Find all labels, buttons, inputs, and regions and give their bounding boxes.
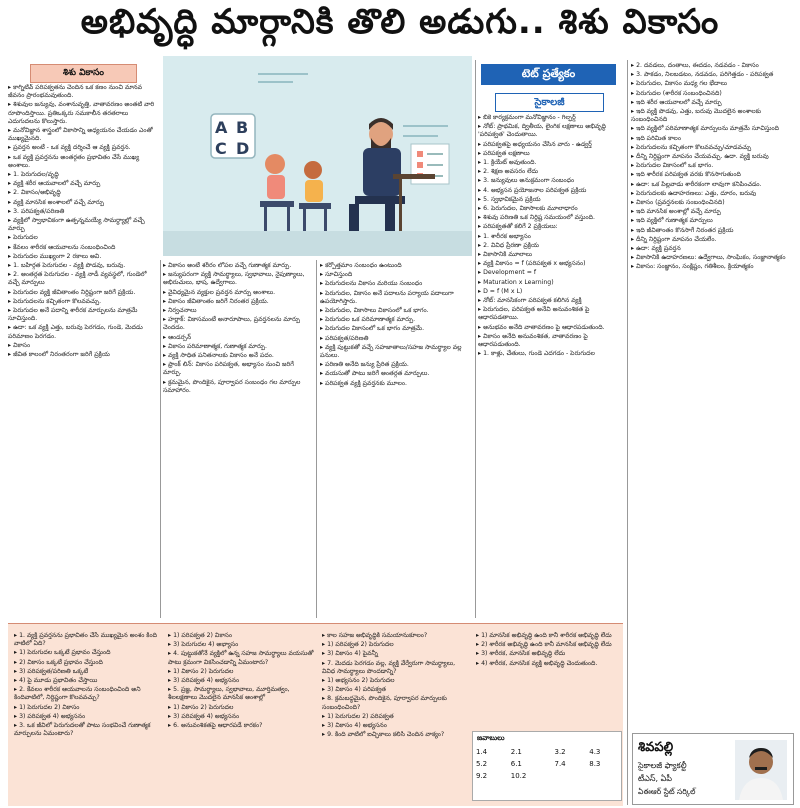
paragraph: ▸ 2. శిక్షణ అవసరం లేదు [478, 168, 539, 176]
paragraph: ▸ 2. వికాసం/అభివృద్ధి [8, 189, 61, 197]
headline: అభివృద్ధి మార్గానికి తొలి అడుగు.. శిశు వికాసం [80, 2, 720, 42]
paragraph: ▸ ఇది వ్యక్తిలో పరిమాణాత్మక మార్పులను మాత్రమే సూచిస్తుంది [631, 125, 779, 133]
paragraph: ▸ పరిపక్వత/పరిణతి [320, 334, 369, 342]
paragraph: ▸ వికాసం జీవితాంతం జరిగే నిరంతర ప్రక్రియ. [163, 297, 269, 305]
paragraph: ▸ నోట్: ప్రాథమిక, ద్వితీయ, లైంగిక లక్షణాలు అభివృద్ధి 'పరిపక్వత' చెందుతాయి. [478, 123, 606, 139]
paragraph: ▸ 4. పుట్టుకతోనే వ్యక్తిలో ఉన్న సహజ సామర్థ్యాలు వయసుతో పాటు క్రమంగా వికసించడాన్ని ఏమంటారు? [168, 650, 314, 666]
answer-key-table [473, 746, 621, 782]
author-line-2: టీఎస్, ఏపీ [638, 774, 672, 783]
paragraph: ▸ 1) పెరుగుదల 2) పరిపక్వత [322, 712, 394, 720]
paragraph: ▸ 2) వికాసం ఒక్కటే ప్రభావం చేస్తుంది [14, 658, 103, 666]
paragraph: ▸ 3) పరిపక్వత 4) అభ్యసనం [168, 677, 240, 685]
paragraph: ▸ 3) వికాసం 4) పరిపక్వత [322, 686, 386, 694]
psychology-label: సైకాలజీ [495, 93, 604, 112]
answer-cell: 10.2 [510, 772, 527, 780]
classroom-illustration [163, 56, 472, 256]
article-column-4 [478, 114, 623, 617]
paragraph: ▸ పరిపక్వత వ్యక్తి ప్రవర్తనకు మూలం. [320, 379, 407, 387]
paragraph: ▸ ఇది వ్యక్తిలో గుణాత్మక మార్పులు [631, 217, 713, 225]
paragraph: ▸ వికాసం పరిమాణాత్మక, గుణాత్మక మార్పు. [163, 342, 267, 350]
article-column-1 [8, 84, 158, 616]
paragraph: ▸ ఇది జీవితాంతం కొనసాగే నిరంతర ప్రక్రియ [631, 226, 734, 234]
paragraph: ▸ 4) శారీరక, మానసిక వ్యక్తి అభివృద్ధి చెందుతుంది. [476, 659, 598, 667]
answer-row [473, 770, 621, 782]
paragraph: ▸ 6. అనువంశికతపై ఆధారపడే కారకం? [168, 722, 263, 730]
letter-block: A [215, 118, 228, 137]
paragraph: ▸ 3) పరిపక్వత 4) అభ్యసనం [14, 712, 86, 720]
answer-key-title: జవాబులు [477, 734, 505, 742]
paragraph: ▸ 2. దవడలు, దంతాలు, ఈదడం, నడవడం - వికాసం [631, 62, 759, 69]
paragraph: ▸ పరిణతి అనేది జన్యు ప్రేరిత ప్రక్రియ. [320, 361, 409, 369]
paragraph: ▸ 4. అభ్యసన ప్రయోజనాల పరిపక్వత ప్రక్రియ [478, 186, 587, 194]
paragraph: ▸ 9. కింది వాటిలో ఐచ్ఛికాలు కలిసి చెందిన వాక్యం? [322, 731, 445, 739]
paragraph: ▸ పెరుగుదల వ్యక్తి జీవితాంతం నిర్దిష్టంగా జరిగే ప్రక్రియ. [8, 288, 136, 296]
paragraph: ▸ 2. కేవలం శారీరక ఆయవాలను సంబంధించింది అని కిందివాటిలో, నిర్దిష్టంగా కొలవవచ్చు? [14, 686, 141, 702]
paragraph: ▸ 3. ఒక జీవిలో పెరుగుదలతో పాటు సంభవించే గుణాత్మక మార్పులను ఏమంటారు? [14, 722, 151, 738]
paragraph: ▸ 1) అభ్యసనం 2) పెరుగుదల [322, 677, 395, 685]
paragraph: ▸ 2. వివిధ ప్రేరణా ప్రక్రియ [478, 241, 539, 249]
letter-block: B [236, 118, 249, 137]
paragraph: ▸ మనోవిజ్ఞాన శాస్త్రంలో వికాసాన్ని అధ్యయనం చేయడం ఎంతో ముఖ్యమైనది. [8, 127, 153, 143]
paragraph: ▸ ఇది మానసిక అంశాల్లో వచ్చే మార్పు [631, 208, 721, 216]
answer-cell [586, 770, 621, 782]
paragraph: ▸ వికాసం [8, 341, 31, 349]
column-divider [160, 260, 161, 618]
paragraph: ▸ 1. వ్యక్తి ప్రవర్తనను ప్రభావితం చేసే ముఖ్యమైన అంశం కింది వాటిలో ఏది? [14, 632, 158, 648]
paragraph: ▸ వ్యక్తిలో స్వాభావికంగా ఉత్పన్నమయ్యే సామర్థ్యాల్లో వచ్చే మార్పు [8, 217, 145, 233]
quiz-column-3 [322, 632, 470, 802]
paragraph: ▸ 1) పరిపక్వత 2) వికాసం [168, 632, 232, 639]
paragraph: ▸ పెరుగుదల (శారీరక సంబంధించినది) [631, 89, 722, 97]
paragraph: ▸ అనుభవం అనేది వాతావరణం పై ఆధారపడుతుంది. [478, 323, 605, 331]
paragraph: ▸ కాల సహజ అభివృద్ధికి సమయానుకూలం? [322, 632, 428, 639]
paragraph: ▸ ఉదా: ఒక పిల్లవాడు శారీరకంగా లావుగా కనిపించడం. [631, 180, 762, 188]
author-name: శివపల్లి [638, 740, 674, 755]
paragraph: ▸ పెరుగుదలను కచ్చితంగా కొలవవచ్చు/చూడవచ్చు [631, 143, 752, 151]
article-column-3 [320, 262, 472, 617]
author-line-3: ఏఈఆర్ స్టేట్ సర్కిల్ [638, 787, 696, 796]
paragraph: ▸ 6. పెరుగుదల, వికాసాలకు మూలాధారం [478, 205, 578, 213]
paragraph: ▸ వయసుతో పాటు జరిగే అంతర్గత మార్పులు. [320, 370, 430, 378]
paragraph: ▸ వికాసానికి ఉదాహరణలు: ఉద్వేగాలు, సాంఘికం, సంజ్ఞానాత్మకం [631, 254, 786, 262]
paragraph: ▸ 5. ప్రజ్ఞ, సామర్థ్యాలు, స్వభావాలు, మూర్తిమత్వం, శీలలక్షణాలు మొదలైన మానసిక అంశాల్లో [168, 686, 290, 702]
paragraph: ▸ వికాసం అనేది అనువంశికత, వాతావరణం పై ఆధారపడుతుంది. [478, 332, 588, 349]
author-photo [735, 740, 787, 800]
paragraph: ▸ పెరుగుదల [8, 234, 38, 242]
author-byline [632, 733, 794, 805]
paragraph: ▸ ఇది పరిమిత కాలం [631, 134, 681, 142]
paragraph: ▸ 1. బహిర్గత పెరుగుదల - వ్యక్తి పొడవు, బరువు. [8, 262, 126, 270]
paragraph: ▸ పెరుగుదల అనే పదాన్ని శారీరక మార్పులను మాత్రమే సూచిస్తుంది. [8, 307, 138, 323]
tet-special-banner: టెట్ ప్రత్యేకం [481, 64, 616, 85]
paragraph: ▸ 3. జన్యువులు అనుక్రమంగా సంబంధం [478, 177, 575, 185]
answer-row [473, 746, 621, 758]
paragraph: ▸ 3. పరిపక్వత/పరిణతి [8, 207, 65, 215]
paragraph: ▸ 4) పై మూడు ప్రభావితం చేస్తాయి [14, 677, 98, 685]
paragraph: ▸ 3) వికాసం 4) పైవన్నీ [322, 650, 378, 658]
paragraph: ▸ వ్యక్తి వికాసం = f (పరిపక్వత x అభ్యసనం) [478, 260, 586, 268]
paragraph: ▸ శిశువుల జన్యువు, వంశానువృత్తి, వాతావరణం అంతటి వారి రూపొందిస్తాయి. ప్రతిఒక్కరు సమకాలీన తరతరాలు ఎదుగుదలను కొలుస్తారు. [8, 101, 155, 125]
paragraph: ▸ వికాసం: సంజ్ఞానం, సంక్లిష్టం, గతిశీలం, క్రియాత్మకం [631, 263, 754, 271]
answer-cell: 6.1 [510, 760, 522, 768]
answer-cell: 1.4 [476, 748, 488, 756]
paragraph: ▸ వికాసం అంటే శరీరం లోపల వచ్చే గుణాత్మక మార్పు. [163, 262, 292, 269]
paragraph: ▸ 3) వికాసం 4) అభ్యసనం [322, 722, 387, 730]
paragraph: ▸ శిశువు పరిణతి ఒక నిర్దిష్ట సమయంలో వస్తుంది. [478, 214, 595, 222]
answer-key [472, 731, 622, 801]
answer-cell: 7.4 [554, 760, 566, 768]
answer-cell [552, 770, 587, 782]
paragraph: ▸ పరిపక్వతతో కలిగే 2 ప్రక్రియలు: [478, 223, 558, 231]
paragraph: ▸ 3) శారీరక, మానసిక అభివృద్ధి లేదు [476, 650, 566, 658]
paragraph: ▸ Development = f [478, 269, 537, 277]
paragraph: ▸ ఉదా: ఒక వ్యక్తి ఎత్తు, బరువు పెరగడం, గుండె, మెదడు పరిమాణం పెరగడం. [8, 324, 143, 340]
column-divider [316, 260, 317, 618]
answer-cell: 5.2 [476, 760, 488, 768]
teacher-children-illustration [163, 56, 472, 256]
paragraph: ▸ ఫ్రాంక్ లిన్: వికాసం పరిపక్వత, అభ్యాసం నుంచి జరిగే మార్పు. [163, 361, 294, 377]
paragraph: ▸ Maturation x Learning) [478, 278, 554, 286]
paragraph: ▸ 1. పెరుగుదల/వృద్ధి [8, 171, 59, 179]
paragraph: ▸ దీన్ని నిర్దిష్టంగా మాపనం చేయలేం. [631, 235, 717, 243]
paragraph: ▸ పెరుగుదల, వికాసం మధ్య గల భేదాలు [631, 80, 727, 88]
paragraph: ▸ D = f (M x L) [478, 287, 523, 295]
paragraph: ▸ 8. క్రమబద్ధమైన, పొందికైన, పూర్వాపర మార్పులకు సంబంధించింది? [322, 695, 447, 711]
paragraph: ▸ హర్లాక్: వికాసమంటే అనారూపాలు, ప్రవర్తనలను మార్పు చెందడం. [163, 316, 300, 332]
paragraph: ▸ 2. అంతర్గత పెరుగుదల - వ్యక్తి నాడీ వ్యవస్థలో, గుండెలో వచ్చే మార్పులు [8, 271, 147, 287]
paragraph: ▸ 2) శారీరక అభివృద్ధి ఉంది కానీ మానసిక అభివృద్ధి లేదు [476, 641, 612, 649]
paragraph: ▸ జన్యుపరంగా వ్యక్తి సామర్థ్యాలు, స్వభావాలు, నైపుణ్యాలు, అభిరుచులు, భాష, ఉద్వేగాలు. [163, 271, 305, 287]
paragraph: ▸ 1) మానసిక అభివృద్ధి ఉంది కానీ శారీరక అభివృద్ధి లేదు [476, 632, 612, 639]
paragraph: ▸ ఇది శారీరక పరిపక్వత వరకు కొనసాగుతుంది [631, 171, 741, 179]
paragraph: ▸ ఆండర్సన్ [163, 333, 192, 341]
paragraph: ▸ 1) పెరుగుదల 2) వికాసం [14, 703, 80, 711]
paragraph: ▸ పెరుగుదలను వికాసం మరియు సంబంధం [320, 280, 423, 288]
paragraph: ▸ పెరుగుదలకు ఉదాహరణలు: ఎత్తు, దూరం, బరువు [631, 189, 757, 197]
letter-block: D [236, 139, 250, 158]
paragraph: ▸ నిర్వచనాలు [163, 307, 197, 315]
paragraph: ▸ కేవలం శారీరక ఆయవాలను సంబంధించింది [8, 243, 116, 251]
paragraph: ▸ 7. మెదడు పెరగడం వల్ల, వ్యక్తి వేర్వేరుగా సామర్థ్యాలు, వివిధ సామర్థ్యాలు పొందడాన్ని? [322, 659, 456, 675]
paragraph: ▸ కాగ్నిటివ్ పరిపక్వతను చెందిన ఒక కణం నుంచి మానవ జీవనం ప్రారంభమవుతుంది. [8, 84, 143, 100]
paragraph: ▸ పెరుగుదల, వికాసాలు వికాసంలో ఒక భాగం. [320, 307, 429, 315]
article-column-5 [631, 62, 793, 730]
paragraph: ▸ 3) పరిపక్వత/పరిణతి ఒక్కటే [14, 667, 89, 675]
paragraph: ▸ 3) పరిపక్వత 4) అభ్యసనం [168, 712, 240, 720]
paragraph: ▸ వైవిధ్యమైన వ్యక్తుల ప్రవర్తన మార్పు అంశాలు. [163, 288, 276, 296]
paragraph: ▸ ఇది వ్యక్తి పొడవు, ఎత్తు, బరువు మొదలైన అంశాలకు సంబంధించినది [631, 108, 761, 124]
paragraph: ▸ బికె కార్యక్రమంగా మనోవిజ్ఞానం - గిల్ఫర్డ్ [478, 114, 576, 121]
paragraph: ▸ వ్యక్తి పుట్టుకతో వచ్చే సహజాతాలు/సహజ సామర్థ్యాల వల్ల పనులు. [320, 343, 462, 360]
paragraph: ▸ వ్యక్తి సాధిత పనితనాలకు వికాసం అనే పదం. [163, 352, 274, 360]
paragraph: ▸ వికాసానికి మూలాలు [478, 251, 533, 259]
paragraph: ▸ పెరుగుదల, పరిపక్వత అనేవి అనువంశికత పై ఆధారపడతాయి. [478, 306, 590, 322]
column-divider [627, 60, 628, 805]
paragraph: ▸ దీన్ని నిర్దిష్టంగా మాపనం చేయవచ్చు. ఉదా. వ్యక్తి బరువు [631, 153, 769, 161]
paragraph: ▸ 1) పెరుగుదల ఒక్కటే ప్రభావం చేస్తుంది [14, 649, 111, 657]
answer-row [473, 758, 621, 770]
answer-cell: 8.3 [589, 760, 601, 768]
paragraph: ▸ జీవిత కాలంలో నిరంతరంగా జరిగే ప్రక్రియ [8, 351, 110, 359]
paragraph: ▸ సూచిస్తుంది [320, 271, 353, 279]
quiz-column-4 [476, 632, 618, 728]
paragraph: ▸ 1. శారీరక అభ్యాసం [478, 232, 531, 240]
paragraph: ▸ 1. కాళ్లు, చేతులు, గుండె ఎదగడం - పెరుగుదల [478, 350, 595, 358]
paragraph: ▸ 3) పెరుగుదల 4) అభ్యాసం [168, 641, 239, 649]
answer-cell: 3.2 [554, 748, 566, 756]
paragraph: ▸ క్రమమైన, పొందికైన, పూర్వాపర సంబంధం గల మార్పుల సమాహారం. [163, 378, 301, 394]
paragraph: ▸ ప్రవర్తన అంటే - ఒక వ్యక్తి దర్శించే ఆ వ్యక్తి ప్రవర్తన. [8, 144, 131, 152]
column-divider [475, 60, 476, 618]
paragraph: ▸ పెరుగుదల వికాసంలో ఒక భాగం మాత్రమే. [320, 325, 425, 333]
abcd-board [211, 114, 255, 158]
letter-block: C [215, 139, 227, 158]
paragraph: ▸ వికాసం (ప్రవర్తనలకు సంబంధించినది) [631, 199, 725, 207]
answer-cell: 9.2 [476, 772, 488, 780]
paragraph: ▸ ఒక వ్యక్తి ప్రవర్తనను అంతర్గతం ప్రభావితం చేసే ముఖ్య అంశాలు. [8, 153, 140, 169]
paragraph: ▸ పరిపక్వత లక్షణాలు [478, 149, 530, 157]
section-kicker: శిశు వికాసం [30, 64, 137, 83]
paragraph: ▸ కర్పోత్తమాం సంబంధం ఉంటుంది [320, 262, 402, 269]
paragraph: ▸ నోట్: మానసికంగా పరిపక్వత కలిగిన వ్యక్తి [478, 297, 582, 305]
quiz-column-2 [168, 632, 316, 802]
paragraph: ▸ 1) పరిపక్వత 2) పెరుగుదల [322, 641, 394, 649]
paragraph: ▸ వ్యక్తి శరీర ఆయవాలలో వచ్చే మార్పు [8, 180, 101, 188]
paragraph: ▸ 1) వికాసం 2) పెరుగుదల [168, 703, 234, 711]
answer-cell: 2.1 [510, 748, 522, 756]
paragraph: ▸ పెరుగుదల వికాసంలో ఒక భాగం. [631, 162, 714, 170]
paragraph: ▸ వ్యక్తి మానసిక అంశాలలో వచ్చే మార్పు [8, 198, 104, 206]
quiz-column-1 [14, 632, 162, 802]
paragraph: ▸ పెరుగుదలను కచ్చితంగా కొలవవచ్చు. [8, 297, 102, 305]
paragraph: ▸ పెరుగుదల, వికాసం అనే పదాలను పర్యాయ పదాలుగా ఉపయోగిస్తారు. [320, 289, 454, 305]
answer-cell: 4.3 [589, 748, 601, 756]
paragraph: ▸ 5. స్వభావికమైన ప్రక్రియ [478, 195, 541, 203]
paragraph: ▸ పరిపక్వతపై అధ్యయనం చేసిన వారు - ఉడ్వర్త్ [478, 140, 592, 148]
article-column-2 [163, 262, 313, 617]
paragraph: ▸ ఇది శరీర ఆయవాలలో వచ్చే మార్పు [631, 98, 722, 106]
paragraph: ▸ ఉదా: వ్యక్తి ప్రవర్తన [631, 245, 681, 253]
author-line-1: సైకాలజీ ఫ్యాకల్టీ [638, 761, 687, 770]
paragraph: ▸ 3. పాకడం, నిలబడటం, నడవడం, పరిగెత్తడం - పరిపక్వత [631, 71, 774, 79]
paragraph: ▸ 1) వికాసం 2) పెరుగుదల [168, 667, 234, 675]
paragraph: ▸ పెరుగుదల ముఖ్యంగా 2 రకాలు అవి. [8, 252, 102, 260]
paragraph: ▸ 1. క్రియేట్ అవుతుంది. [478, 159, 537, 167]
paragraph: ▸ పెరుగుదల ఒక పరిమాణాత్మక మార్పు. [320, 316, 416, 324]
